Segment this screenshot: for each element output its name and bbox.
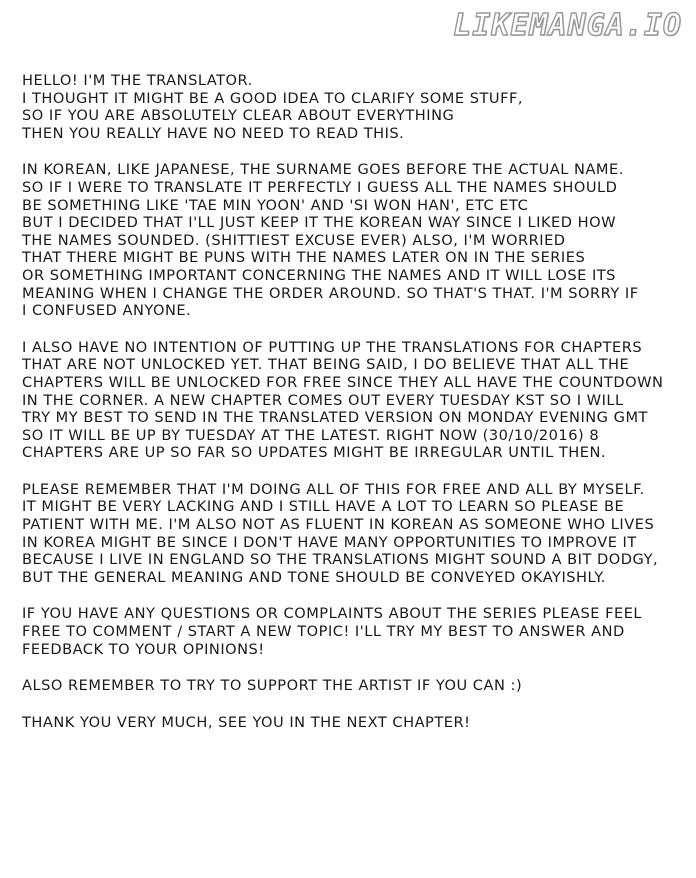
text-line: THAT ARE NOT UNLOCKED YET. THAT BEING SAID, I DO BELIEVE THAT ALL THE: [22, 356, 630, 374]
text-line: BE SOMETHING LIKE 'TAE MIN YOON' AND 'SI WON HAN', ETC ETC: [22, 196, 529, 214]
text-line: IN KOREA MIGHT BE SINCE I DON'T HAVE MANY OPPORTUNITIES TO IMPROVE IT: [22, 533, 637, 551]
text-line: BECAUSE I LIVE IN ENGLAND SO THE TRANSLATIONS MIGHT SOUND A BIT DODGY,: [22, 551, 659, 569]
text-line: OR SOMETHING IMPORTANT CONCERNING THE NAMES AND IT WILL LOSE ITS: [22, 266, 616, 284]
text-line: IF YOU HAVE ANY QUESTIONS OR COMPLAINTS ABOUT THE SERIES PLEASE FEEL: [22, 605, 643, 623]
text-line: I THOUGHT IT MIGHT BE A GOOD IDEA TO CLARIFY SOME STUFF,: [22, 89, 524, 107]
text-line: THAT THERE MIGHT BE PUNS WITH THE NAMES LATER ON IN THE SERIES: [22, 249, 586, 267]
paragraph-thanks: [22, 714, 682, 732]
text-line: I CONFUSED ANYONE.: [22, 302, 192, 320]
text-line: BUT THE GENERAL MEANING AND TONE SHOULD BE CONVEYED OKAYISHLY.: [22, 568, 606, 586]
text-line: FEEDBACK TO YOUR OPINIONS!: [22, 640, 265, 658]
text-line: I ALSO HAVE NO INTENTION OF PUTTING UP THE TRANSLATIONS FOR CHAPTERS: [22, 338, 643, 356]
text-line: THEN YOU REALLY HAVE NO NEED TO READ THIS.: [22, 124, 405, 142]
paragraph-support: [22, 677, 682, 695]
paragraph-greeting: [22, 72, 682, 142]
text-line: IT MIGHT BE VERY LACKING AND I STILL HAVE A LOT TO LEARN SO PLEASE BE: [22, 498, 625, 516]
text-line: FREE TO COMMENT / START A NEW TOPIC! I'LL TRY MY BEST TO ANSWER AND: [22, 623, 625, 641]
site-watermark: LIKEMANGA.IO: [453, 8, 682, 43]
text-line: PATIENT WITH ME. I'M ALSO NOT AS FLUENT IN KOREAN AS SOMEONE WHO LIVES: [22, 516, 655, 534]
text-line: CHAPTERS ARE UP SO FAR SO UPDATES MIGHT BE IRREGULAR UNTIL THEN.: [22, 444, 607, 462]
text-line: TRY MY BEST TO SEND IN THE TRANSLATED VERSION ON MONDAY EVENING GMT: [22, 409, 648, 427]
translator-note: [22, 72, 682, 750]
text-line: THE NAMES SOUNDED. (SHITTIEST EXCUSE EVER) ALSO, I'M WORRIED: [22, 231, 566, 249]
text-line: THANK YOU VERY MUCH, SEE YOU IN THE NEXT CHAPTER!: [22, 713, 471, 731]
paragraph-disclaimer: [22, 481, 682, 587]
text-line: SO IF YOU ARE ABSOLUTELY CLEAR ABOUT EVERYTHING: [22, 107, 455, 125]
text-line: IN KOREAN, LIKE JAPANESE, THE SURNAME GOES BEFORE THE ACTUAL NAME.: [22, 161, 624, 179]
text-line: MEANING WHEN I CHANGE THE ORDER AROUND. SO THAT'S THAT. I'M SORRY IF: [22, 284, 639, 302]
text-line: SO IT WILL BE UP BY TUESDAY AT THE LATEST. RIGHT NOW (30/10/2016) 8: [22, 426, 600, 444]
text-line: ALSO REMEMBER TO TRY TO SUPPORT THE ARTIST IF YOU CAN :): [22, 677, 523, 695]
text-line: PLEASE REMEMBER THAT I'M DOING ALL OF THIS FOR FREE AND ALL BY MYSELF.: [22, 480, 645, 498]
text-line: HELLO! I'M THE TRANSLATOR.: [22, 72, 253, 89]
paragraph-names: [22, 161, 682, 319]
text-line: SO IF I WERE TO TRANSLATE IT PERFECTLY I GUESS ALL THE NAMES SHOULD: [22, 178, 618, 196]
paragraph-schedule: [22, 339, 682, 462]
text-line: BUT I DECIDED THAT I'LL JUST KEEP IT THE KOREAN WAY SINCE I LIKED HOW: [22, 214, 617, 232]
text-line: IN THE CORNER. A NEW CHAPTER COMES OUT EVERY TUESDAY KST SO I WILL: [22, 391, 624, 409]
paragraph-feedback: [22, 605, 682, 658]
text-line: CHAPTERS WILL BE UNLOCKED FOR FREE SINCE THEY ALL HAVE THE COUNTDOWN: [22, 373, 664, 391]
